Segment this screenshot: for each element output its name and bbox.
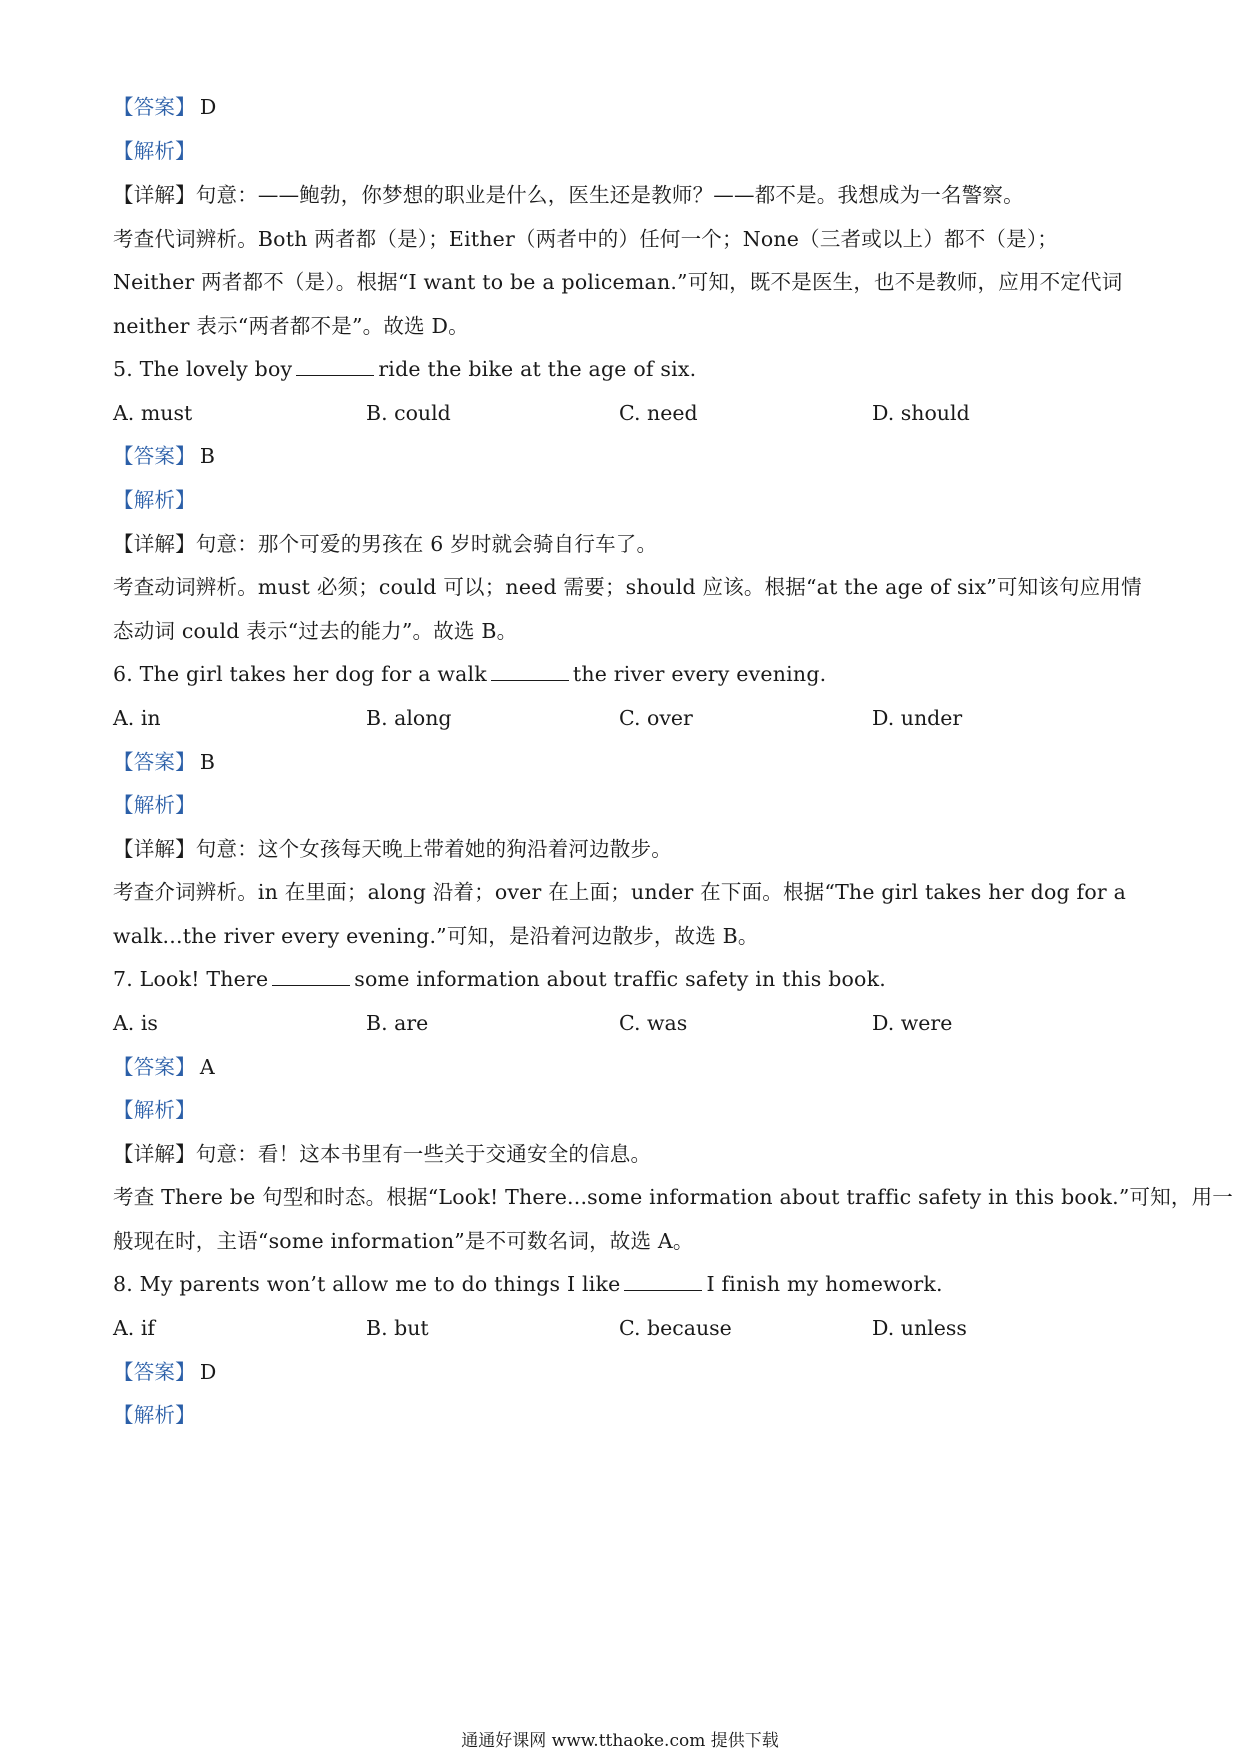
answer-letter: B [199, 750, 216, 774]
question-stem [113, 355, 696, 383]
analysis-tag: 【解析】 [113, 488, 196, 512]
stem-after: ride the bike at the age of six. [378, 357, 697, 381]
option-a: A. must [113, 401, 193, 425]
answer-tag: 【答案】 [113, 1055, 196, 1079]
option-b: B. are [366, 1011, 429, 1035]
option-c: C. was [619, 1011, 688, 1035]
analysis-tag: 【解析】 [113, 1403, 196, 1427]
explanation-line: Neither 两者都不（是）。根据“I want to be a policeman.”可知，既不是医生，也不是教师，应用不定代词 [113, 270, 1123, 294]
detail-line: 【详解】句意：这个女孩每天晚上带着她的狗沿着河边散步。 [113, 837, 672, 861]
answer-line [113, 1053, 215, 1081]
explanation-line: 考查代词辨析。Both 两者都（是）；Either（两者中的）任何一个；None（三者或以上）都不（是）； [113, 227, 1058, 251]
question-stem [113, 1270, 943, 1298]
option-b: B. could [366, 401, 451, 425]
answer-tag: 【答案】 [113, 95, 196, 119]
answer-blank [624, 1270, 702, 1291]
analysis-tag: 【解析】 [113, 139, 196, 163]
answer-line [113, 748, 215, 776]
option-c: C. over [619, 706, 693, 730]
page-footer: 通通好课网 www.tthaoke.com 提供下载 [461, 1731, 779, 1751]
option-a: A. in [113, 706, 161, 730]
analysis-tag: 【解析】 [113, 793, 196, 817]
explanation-line: 考查动词辨析。must 必须；could 可以；need 需要；should 应该。根据“at the age of six”可知该句应用情 [113, 575, 1142, 599]
explanation-line: 考查介词辨析。in 在里面；along 沿着；over 在上面；under 在下面。根据“The girl takes her dog for a [113, 880, 1127, 904]
option-d: D. under [872, 706, 963, 730]
answer-blank [296, 355, 374, 376]
answer-line [113, 93, 216, 121]
stem-before: 5. The lovely boy [113, 357, 293, 381]
stem-before: 6. The girl takes her dog for a walk [113, 662, 487, 686]
stem-before: 8. My parents won’t allow me to do things I like [113, 1272, 621, 1296]
answer-tag: 【答案】 [113, 750, 196, 774]
explanation-line: 般现在时，主语“some information”是不可数名词，故选 A。 [113, 1229, 694, 1253]
answer-letter: D [199, 95, 217, 119]
option-d: D. were [872, 1011, 953, 1035]
detail-line: 【详解】句意：——鲍勃，你梦想的职业是什么，医生还是教师？——都不是。我想成为一名警察。 [113, 183, 1024, 207]
detail-line: 【详解】句意：看！这本书里有一些关于交通安全的信息。 [113, 1142, 652, 1166]
explanation-line: 考查 There be 句型和时态。根据“Look! There...some information about traffic safety in this book.”可知，用一 [113, 1185, 1234, 1209]
analysis-tag: 【解析】 [113, 1098, 196, 1122]
option-b: B. but [366, 1316, 429, 1340]
stem-after: I finish my homework. [706, 1272, 943, 1296]
answer-blank [272, 965, 350, 986]
answer-letter: B [199, 444, 216, 468]
question-stem [113, 965, 886, 993]
question-stem [113, 660, 826, 688]
answer-line [113, 442, 215, 470]
answer-letter: A [199, 1055, 215, 1079]
stem-after: some information about traffic safety in this book. [354, 967, 886, 991]
answer-letter: D [199, 1360, 217, 1384]
explanation-line: neither 表示“两者都不是”。故选 D。 [113, 314, 469, 338]
option-c: C. because [619, 1316, 732, 1340]
stem-after: the river every evening. [572, 662, 827, 686]
option-c: C. need [619, 401, 698, 425]
detail-line: 【详解】句意：那个可爱的男孩在 6 岁时就会骑自行车了。 [113, 532, 658, 556]
option-a: A. if [113, 1316, 155, 1340]
answer-blank [491, 660, 569, 681]
explanation-line: walk...the river every evening.”可知，是沿着河边散步，故选 B。 [113, 924, 759, 948]
option-b: B. along [366, 706, 452, 730]
answer-tag: 【答案】 [113, 444, 196, 468]
answer-tag: 【答案】 [113, 1360, 196, 1384]
stem-before: 7. Look! There [113, 967, 269, 991]
explanation-line: 态动词 could 表示“过去的能力”。故选 B。 [113, 619, 518, 643]
answer-line [113, 1358, 216, 1386]
option-a: A. is [113, 1011, 158, 1035]
option-d: D. should [872, 401, 970, 425]
option-d: D. unless [872, 1316, 967, 1340]
